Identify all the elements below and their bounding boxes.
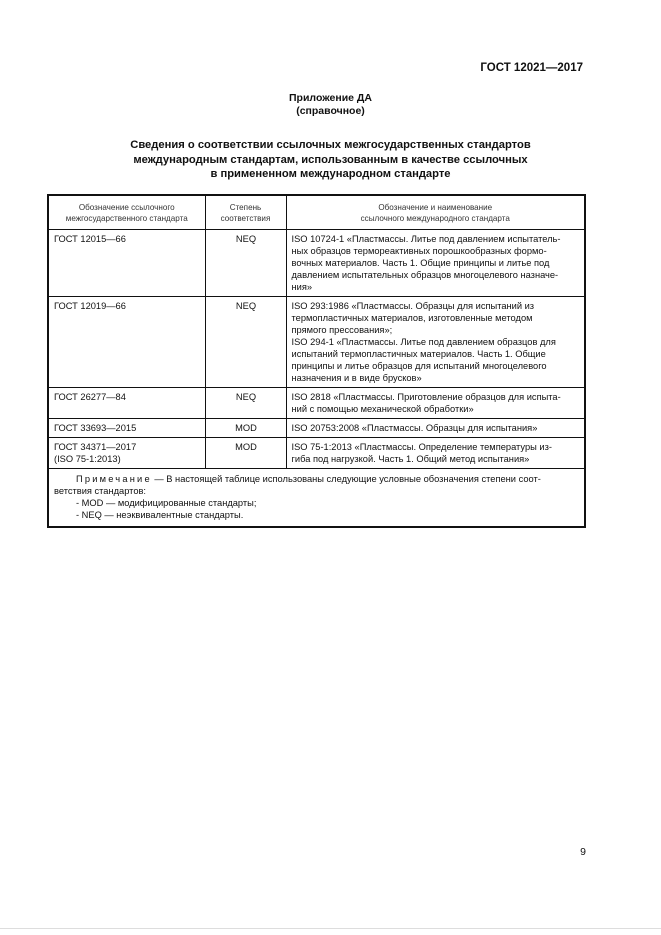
cell-standard: ГОСТ 34371—2017 (ISO 75-1:2013) [48, 438, 205, 469]
heading-line: международным стандартам, использованным в качестве ссылочных [133, 153, 528, 166]
table-note-row [48, 469, 585, 528]
note-text: ветствия стандартов: [54, 486, 147, 496]
table-heading [0, 138, 661, 182]
heading-line: Сведения о соответствии ссылочных межгосударственных стандартов [130, 139, 531, 151]
table-row [48, 230, 585, 297]
correspondence-table [47, 194, 586, 528]
cell-degree: MOD [205, 419, 286, 438]
cell-degree: NEQ [205, 297, 286, 388]
cell-standard: ГОСТ 12019—66 [48, 297, 205, 388]
table-row [48, 438, 585, 469]
document-code: ГОСТ 12021—2017 [480, 62, 583, 74]
note-item: - MOD — модифицированные стандарты; [76, 498, 257, 508]
cell-name: ISO 10724-1 «Пластмассы. Литье под давлением испытатель- ных образцов термореактивных порошкообразных формо- вочных материалов. Часть 1. Общие принципы и литье под давлением испытательных образцов многоцелевого назначе- ния» [286, 230, 585, 297]
appendix-kind: (справочное) [296, 105, 365, 117]
header-degree: Степень соответствия [205, 195, 286, 230]
heading-line: в примененном международном стандарте [210, 168, 451, 180]
note-text: — В настоящей таблице использованы следующие условные обозначения степени соот- [151, 474, 541, 484]
note-label: Примечание [76, 474, 152, 484]
header-reference-standard: Обозначение ссылочного межгосударственного стандарта [48, 195, 205, 230]
note-item: - NEQ — неэквивалентные стандарты. [76, 510, 244, 520]
cell-standard: ГОСТ 26277—84 [48, 388, 205, 419]
cell-degree: NEQ [205, 230, 286, 297]
cell-degree: MOD [205, 438, 286, 469]
table-row [48, 388, 585, 419]
table-note [48, 469, 585, 528]
appendix-title: Приложение ДА [289, 92, 372, 104]
cell-name: ISO 2818 «Пластмассы. Приготовление образцов для испыта- ний с помощью механической обработки» [286, 388, 585, 419]
table-header-row [48, 195, 585, 230]
cell-name: ISO 293:1986 «Пластмассы. Образцы для испытаний из термопластичных материалов, изготовленные методом прямого прессования»; ISO 294-1 «Пластмассы. Литье под давлением образцов для испытаний термопластичных материалов. Часть 1. Общие принципы и литье образцов для испытаний многоцелевого назначения и в виде брусков» [286, 297, 585, 388]
cell-name: ISO 75-1:2013 «Пластмассы. Определение температуры из- гиба под нагрузкой. Часть 1. Общий метод испытания» [286, 438, 585, 469]
page-edge-divider [0, 928, 661, 929]
cell-name: ISO 20753:2008 «Пластмассы. Образцы для испытания» [286, 419, 585, 438]
table-row [48, 297, 585, 388]
cell-degree: NEQ [205, 388, 286, 419]
table-row [48, 419, 585, 438]
header-international-standard: Обозначение и наименование ссылочного международного стандарта [286, 195, 585, 230]
page-number: 9 [580, 846, 586, 858]
cell-standard: ГОСТ 33693—2015 [48, 419, 205, 438]
cell-standard: ГОСТ 12015—66 [48, 230, 205, 297]
